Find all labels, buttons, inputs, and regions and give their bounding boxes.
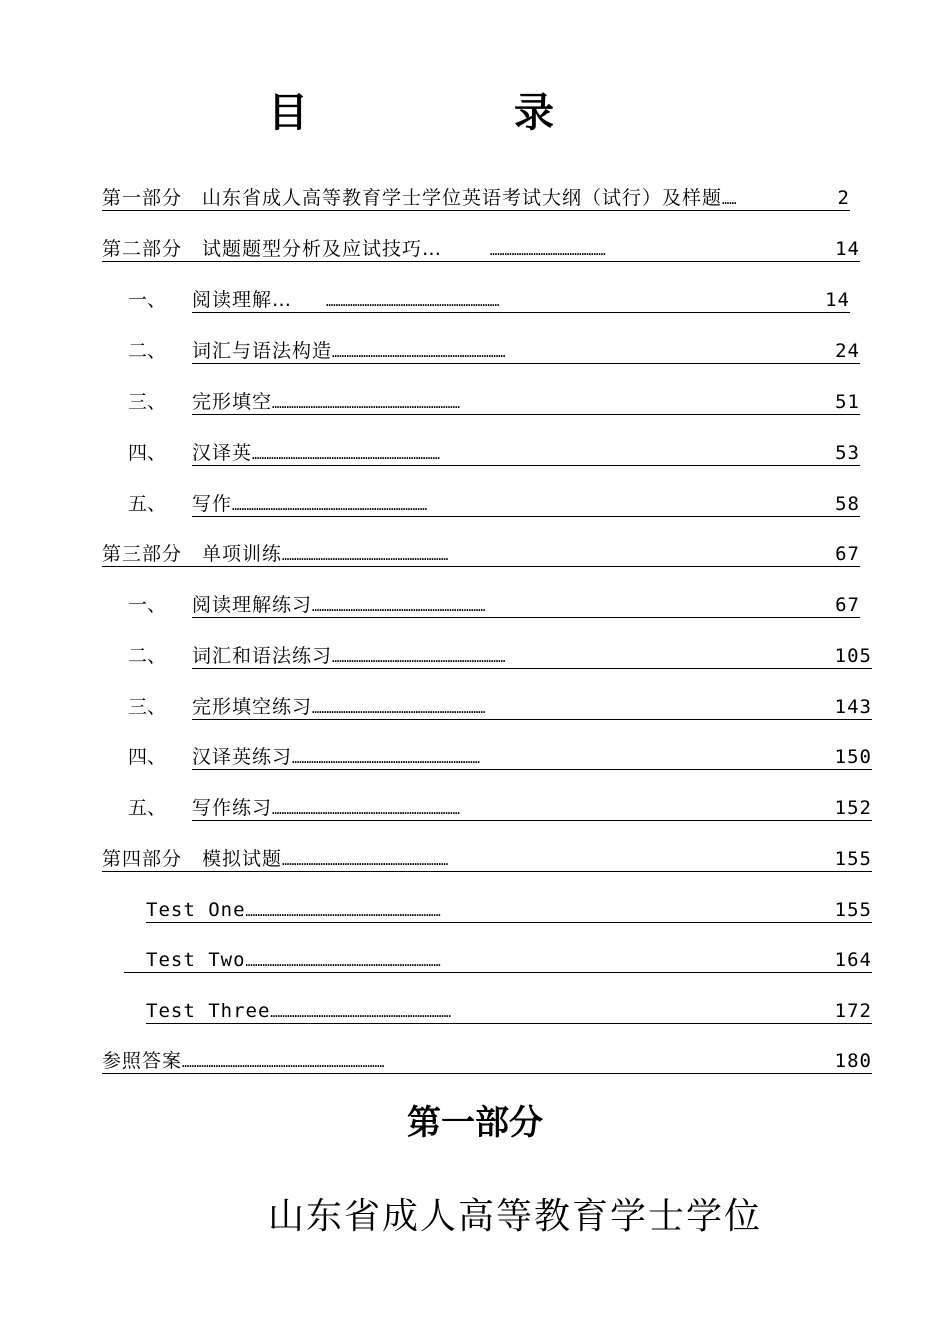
toc-entry-dots: ……………………………………………………………… — [332, 651, 506, 665]
toc-entry-dots: ……………………………………………………………………… — [232, 499, 428, 513]
toc-entry-link[interactable] — [192, 440, 860, 466]
toc-entry[interactable] — [102, 897, 874, 923]
toc-entry-number: 二、 — [128, 340, 167, 362]
toc-entry-link[interactable] — [102, 846, 872, 872]
toc-entry[interactable] — [102, 998, 874, 1024]
toc-entry-page: 24 — [835, 340, 860, 362]
toc-entry-page: 58 — [835, 493, 860, 515]
toc-entry[interactable] — [102, 1048, 874, 1074]
toc-entry[interactable] — [102, 236, 862, 262]
toc-entry-label: 第二部分 试题题型分析及应试技巧… — [102, 238, 443, 260]
part-heading: 第一部分 — [407, 1103, 543, 1143]
sub-heading: 山东省成人高等教育学士学位 — [267, 1196, 762, 1237]
toc-entry[interactable] — [102, 491, 862, 517]
toc-entry-number: 一、 — [128, 594, 167, 616]
toc-entry-link[interactable] — [192, 389, 860, 415]
toc-title — [0, 88, 950, 138]
toc-entry[interactable] — [102, 947, 874, 973]
toc-entry-dots: …………………………………………………………… — [282, 549, 449, 563]
toc-entry-label: 完形填空 — [192, 391, 273, 413]
toc-entry-number: 五、 — [128, 797, 167, 819]
toc-entry-label: 阅读理解练习 — [192, 594, 313, 616]
toc-entry-label: 完形填空练习 — [192, 696, 313, 718]
toc-entry-link[interactable] — [102, 1048, 872, 1074]
toc-entry-dots: …………………………………………………………………… — [272, 397, 460, 411]
toc-entry[interactable] — [102, 795, 874, 821]
toc-entry-page: 67 — [835, 594, 860, 616]
toc-entry-label: 词汇与语法构造 — [192, 340, 333, 362]
toc-entry-page: 53 — [835, 442, 860, 464]
toc-entry-dots: ……………………………………………………………… — [312, 600, 486, 614]
toc-entry-page: 14 — [825, 289, 850, 311]
toc-entry-dots: ……………………………………………………………… — [312, 702, 486, 716]
toc-entry-number: 二、 — [128, 645, 167, 667]
toc-entry-link[interactable] — [102, 185, 850, 211]
toc-entry-label: 第三部分 单项训练 — [102, 543, 283, 565]
toc-entry[interactable] — [102, 846, 874, 872]
toc-entry-page: 150 — [834, 746, 872, 768]
toc-entry-label: 参照答案 — [102, 1050, 183, 1072]
toc-entry-dots: ……………………………………………………………………… — [245, 955, 441, 969]
toc-entry-label: 汉译英 — [192, 442, 253, 464]
toc-entry-link[interactable] — [102, 236, 860, 262]
toc-entry[interactable] — [102, 287, 862, 313]
toc-entry-page: 180 — [834, 1050, 872, 1072]
toc-entry-label: 阅读理解… — [192, 289, 293, 311]
toc-entry-label: 第一部分 山东省成人高等教育学士学位英语考试大纲（试行）及样题 — [102, 187, 723, 209]
toc-entry-link[interactable] — [192, 643, 872, 669]
toc-entry-dots: …………………………………………………………… — [282, 854, 449, 868]
toc-entry[interactable] — [102, 694, 874, 720]
toc-entry-dots: ……………………………………………………………… — [332, 346, 506, 360]
toc-entry-label: 第四部分 模拟试题 — [102, 848, 283, 870]
toc-entry-number: 一、 — [128, 289, 167, 311]
toc-entry-label: 写作 — [192, 493, 233, 515]
toc-entry[interactable] — [102, 592, 862, 618]
toc-entry[interactable] — [102, 338, 862, 364]
toc-entry-page: 164 — [834, 949, 872, 971]
toc-entry-link[interactable] — [192, 491, 860, 517]
toc-entry-dots: …………………………………………………………………… — [292, 752, 480, 766]
toc-entry-number: 四、 — [128, 746, 167, 768]
toc-entry[interactable] — [102, 185, 862, 211]
toc-entry-page: 143 — [834, 696, 872, 718]
toc-entry[interactable] — [102, 744, 874, 770]
toc-entry-dots: ……………………………………………………………… — [326, 295, 500, 309]
toc-entry-link[interactable] — [192, 744, 872, 770]
toc-entry-dots: ……………………………………………………………………… — [245, 905, 441, 919]
toc-entry[interactable] — [102, 440, 862, 466]
toc-entry[interactable] — [102, 389, 862, 415]
toc-entry-page: 67 — [835, 543, 860, 565]
toc-entry-link[interactable] — [192, 592, 860, 618]
toc-entry[interactable] — [102, 541, 862, 567]
toc-entry-page: 2 — [837, 187, 850, 209]
toc-entry-page: 105 — [834, 645, 872, 667]
toc-entry-label: 汉译英练习 — [192, 746, 293, 768]
toc-entry-label: 词汇和语法练习 — [192, 645, 333, 667]
toc-title-right: 录 — [514, 90, 554, 136]
toc-entry-dots: ………………………………………………………………… — [270, 1006, 452, 1020]
toc-entry-dots: …………………………………………………………………… — [272, 803, 460, 817]
toc-entry-number: 五、 — [128, 493, 167, 515]
toc-entry-number: 三、 — [128, 391, 167, 413]
toc-entry-dots: ………………………………………… — [490, 244, 606, 258]
toc-entry[interactable] — [102, 643, 874, 669]
toc-entry-number: 三、 — [128, 696, 167, 718]
toc-title-left: 目 — [268, 90, 308, 136]
toc-entry-page: 14 — [835, 238, 860, 260]
toc-entry-label: Test One — [146, 899, 246, 921]
toc-entry-link[interactable] — [192, 287, 850, 313]
toc-entry-number: 四、 — [128, 442, 167, 464]
toc-entry-label: Test Three — [146, 1000, 271, 1022]
toc-entry-dots: ………………………………………………………………………… — [182, 1056, 385, 1070]
toc-entry-label: Test Two — [146, 949, 246, 971]
toc-entry-dots: …………………………………………………………………… — [252, 448, 440, 462]
toc-entry-page: 155 — [834, 848, 872, 870]
toc-entry-page: 152 — [834, 797, 872, 819]
toc-entry-label: 写作练习 — [192, 797, 273, 819]
toc-entry-link[interactable] — [124, 947, 872, 973]
toc-entry-link[interactable] — [146, 998, 872, 1024]
toc-entry-link[interactable] — [146, 897, 872, 923]
toc-entry-link[interactable] — [192, 338, 860, 364]
toc-entry-page: 51 — [835, 391, 860, 413]
toc-entry-page: 172 — [834, 1000, 872, 1022]
toc-entry-page: 155 — [834, 899, 872, 921]
toc-entry-link[interactable] — [192, 694, 872, 720]
toc-entry-link[interactable] — [102, 541, 860, 567]
toc-entry-link[interactable] — [192, 795, 872, 821]
toc-entry-dots: …… — [722, 193, 737, 207]
